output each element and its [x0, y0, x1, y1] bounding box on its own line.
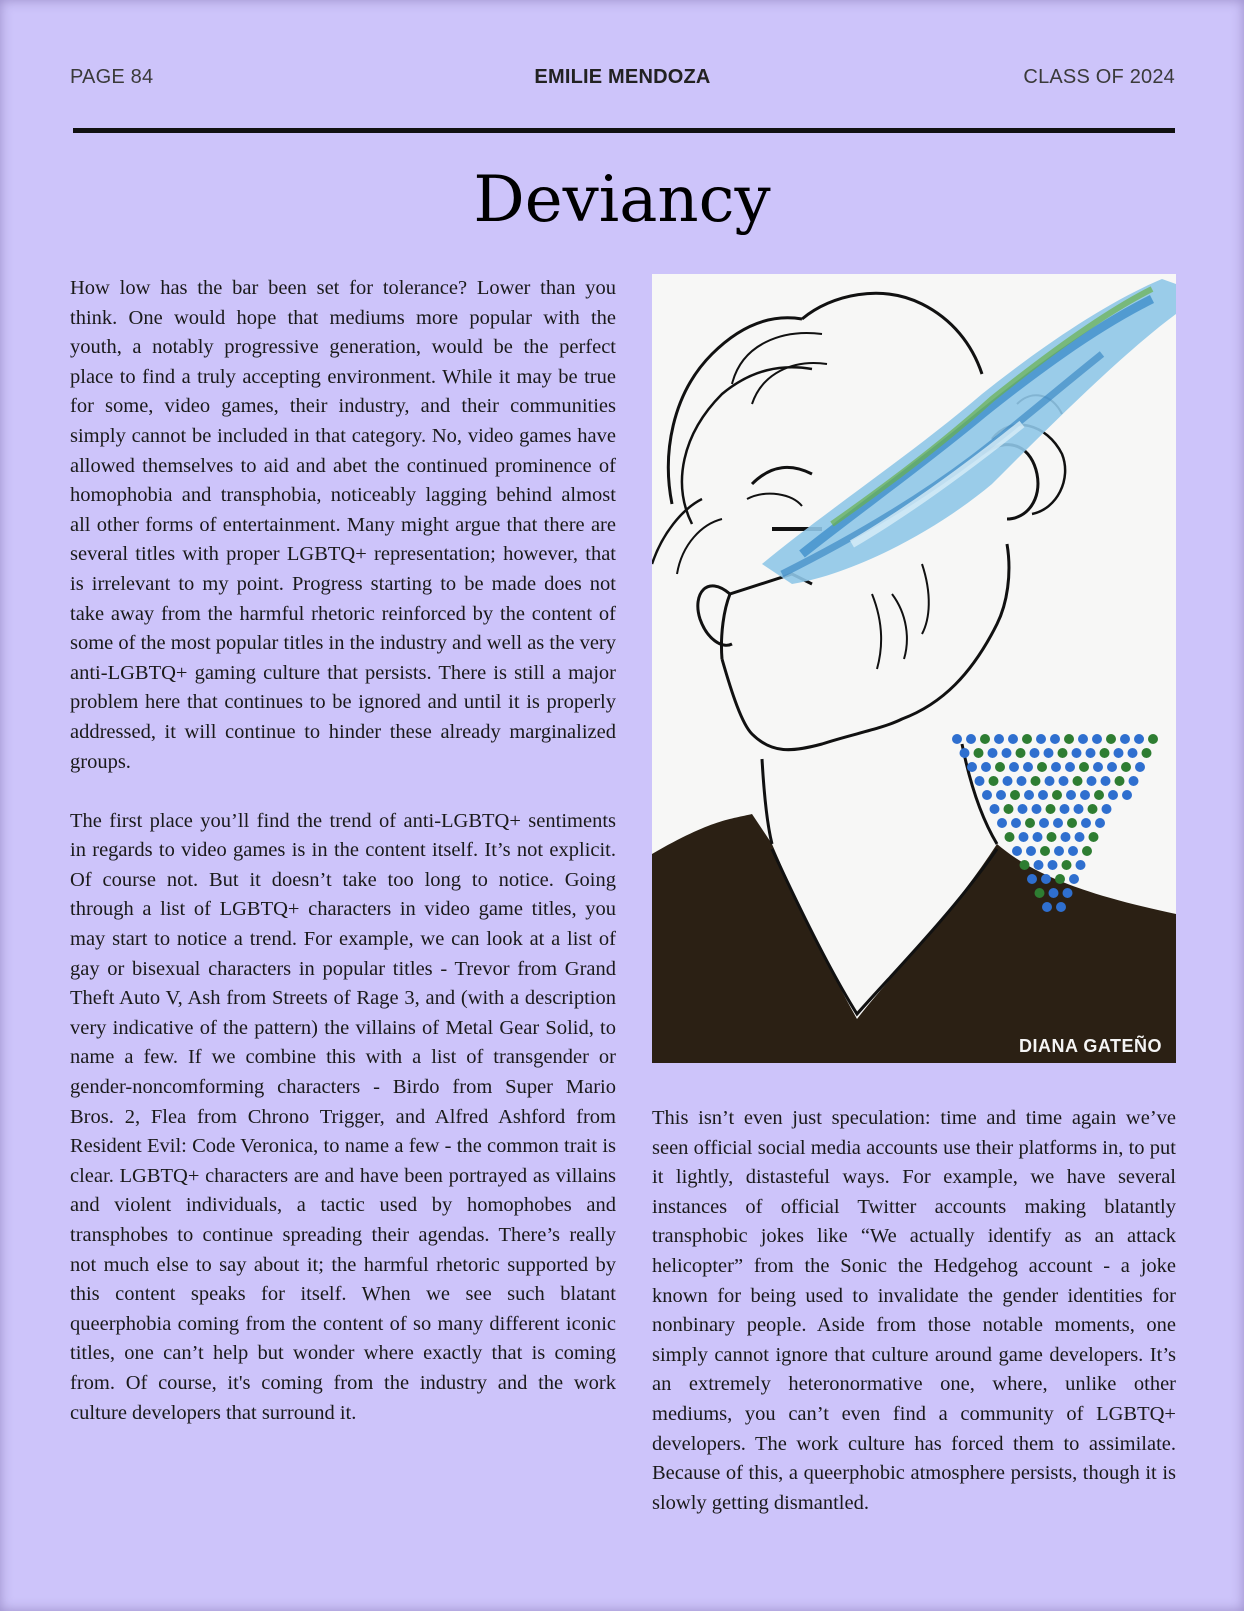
class-year: CLASS OF 2024 [1023, 66, 1175, 88]
pattern-dot [1066, 790, 1076, 800]
pattern-dot [1065, 762, 1075, 772]
pattern-dot [974, 748, 984, 758]
pattern-dot [1060, 804, 1070, 814]
pattern-dot [982, 790, 992, 800]
pattern-dot [1082, 846, 1092, 856]
pattern-dot [1002, 748, 1012, 758]
pattern-dot [1134, 734, 1144, 744]
pattern-dot [1005, 832, 1015, 842]
pattern-dot [1020, 860, 1030, 870]
page-header [70, 66, 1175, 92]
pattern-dot [1092, 734, 1102, 744]
pattern-dot [1032, 804, 1042, 814]
artwork-drawing [652, 274, 1176, 1063]
pattern-dot [1129, 776, 1139, 786]
pattern-dot [1052, 790, 1062, 800]
article-title: Deviancy [473, 163, 771, 237]
pattern-dot [1041, 874, 1051, 884]
pattern-dot [1010, 790, 1020, 800]
pattern-dot [1074, 804, 1084, 814]
pattern-dot [1073, 776, 1083, 786]
pattern-dot [1061, 832, 1071, 842]
pattern-dot [1107, 762, 1117, 772]
pattern-dot [1047, 832, 1057, 842]
pattern-dot [1101, 776, 1111, 786]
pattern-dot [1076, 860, 1086, 870]
pattern-dot [1040, 846, 1050, 856]
pattern-dot [1048, 860, 1058, 870]
pattern-dot [1102, 804, 1112, 814]
pattern-dot [1142, 748, 1152, 758]
article-paragraph-1: How low has the bar been set for tolerance? Lower than you think. One would hope that mediums more popular with the youth, a notably progressive generation, would be the perfect place to find a truly accepting environment. While it may be true for some, video games, their industry, and their communities simply cannot be included in that category. No, video games have allowed themselves to aid and abet the continued prominence of homophobia and transphobia, noticeably lagging behind almost all other forms of entertainment. Many might argue that there are several titles with proper LGBTQ+ representation; however, that is irrelevant to my point. Progress starting to be made does not take away from the harmful rhetoric reinforced by the content of some of the most popular titles in the industry and well as the very anti-LGBTQ+ gaming culture that persists. There is still a major problem here that continues to be ignored and until it is properly addressed, it will continue to hinder these already marginalized groups. [70, 277, 616, 773]
pattern-dot [1135, 762, 1145, 772]
pattern-dot [1039, 818, 1049, 828]
pattern-dot [1036, 734, 1046, 744]
pattern-dot [1038, 790, 1048, 800]
pattern-dot [1121, 762, 1131, 772]
pattern-dot [1034, 860, 1044, 870]
pattern-dot [1049, 888, 1059, 898]
pattern-dot [1128, 748, 1138, 758]
pattern-dot [1031, 776, 1041, 786]
artwork-credit: DIANA GATEÑO [1019, 1036, 1162, 1056]
pattern-dot [1106, 734, 1116, 744]
pattern-dot [1023, 762, 1033, 772]
pattern-dot [1003, 776, 1013, 786]
pattern-dot [1086, 748, 1096, 758]
pattern-dot [1019, 832, 1029, 842]
pattern-dot [1122, 790, 1132, 800]
pattern-dot [1067, 818, 1077, 828]
pattern-dot [1072, 748, 1082, 758]
pattern-dot [996, 790, 1006, 800]
pattern-dot [1148, 734, 1158, 744]
pattern-dot [1075, 832, 1085, 842]
pattern-dot [1063, 888, 1073, 898]
pattern-dot [1089, 832, 1099, 842]
pattern-dot [1114, 748, 1124, 758]
artwork-illustration [652, 274, 1176, 1063]
pattern-dot [994, 734, 1004, 744]
pattern-dot [1004, 804, 1014, 814]
pattern-dot [1055, 874, 1065, 884]
pattern-dot [952, 734, 962, 744]
pattern-dot [1008, 734, 1018, 744]
pattern-dot [975, 776, 985, 786]
pattern-dot [981, 762, 991, 772]
pattern-dot [1033, 832, 1043, 842]
pattern-dot [1080, 790, 1090, 800]
pattern-dot [1062, 860, 1072, 870]
pattern-dot [966, 734, 976, 744]
pattern-dot [995, 762, 1005, 772]
pattern-dot [1011, 818, 1021, 828]
pattern-dot [1053, 818, 1063, 828]
article-paragraph-3: This isn’t even just speculation: time and time again we’ve seen official social media accounts use their platforms in, to put it lightly, distasteful ways. For example, we have several instances of official Twitter accounts making blatantly transphobic jokes like “We actually identify as an attack helicopter” from the Sonic the Hedgehog account - a joke known for being used to invalidate the gender identities for nonbinary people. Aside from those notable moments, one simply cannot ignore that culture around game developers. It’s an extremely heteronormative one, where, unlike other mediums, you can’t even find a community of LGBTQ+ developers. The work culture has forced them to assimilate. Because of this, a queerphobic atmosphere persists, though it is slowly getting dismantled. [652, 1107, 1176, 1514]
pattern-dot [1037, 762, 1047, 772]
pattern-dot [980, 734, 990, 744]
pattern-dot [1054, 846, 1064, 856]
pattern-dot [1088, 804, 1098, 814]
pattern-dot [1050, 734, 1060, 744]
pattern-dot [1068, 846, 1078, 856]
pattern-dot [1069, 874, 1079, 884]
pattern-dot [1120, 734, 1130, 744]
pattern-dot [1108, 790, 1118, 800]
pattern-dot [1027, 874, 1037, 884]
pattern-dot [1115, 776, 1125, 786]
pattern-dot [1042, 902, 1052, 912]
pattern-dot [1079, 762, 1089, 772]
pattern-dot [1045, 776, 1055, 786]
article-left-column [70, 274, 616, 1428]
pattern-dot [1046, 804, 1056, 814]
pattern-dot [1026, 846, 1036, 856]
pattern-dot [1056, 902, 1066, 912]
pattern-dot [1018, 804, 1028, 814]
pattern-dot [1064, 734, 1074, 744]
pattern-dot [1044, 748, 1054, 758]
pattern-dot [1094, 790, 1104, 800]
pattern-dot [1059, 776, 1069, 786]
pattern-dot [960, 748, 970, 758]
pattern-dot [1051, 762, 1061, 772]
pattern-dot [1009, 762, 1019, 772]
pattern-dot [1024, 790, 1034, 800]
pattern-dot [1093, 762, 1103, 772]
pattern-dot [1025, 818, 1035, 828]
header-divider [73, 128, 1175, 133]
pattern-dot [1087, 776, 1097, 786]
pattern-dot [1058, 748, 1068, 758]
pattern-dot [1095, 818, 1105, 828]
author-name: EMILIE MENDOZA [534, 66, 711, 88]
pattern-dot [1078, 734, 1088, 744]
pattern-dot [967, 762, 977, 772]
pattern-dot [1030, 748, 1040, 758]
page-number: PAGE 84 [70, 66, 154, 88]
pattern-dot [1016, 748, 1026, 758]
pattern-dot [1100, 748, 1110, 758]
pattern-dot [989, 776, 999, 786]
pattern-dot [1081, 818, 1091, 828]
article-right-column [652, 1104, 1176, 1518]
pattern-dot [990, 804, 1000, 814]
pattern-dot [1017, 776, 1027, 786]
pattern-dot [1012, 846, 1022, 856]
pattern-dot [1022, 734, 1032, 744]
pattern-dot [1035, 888, 1045, 898]
pattern-dot [997, 818, 1007, 828]
pattern-dot [988, 748, 998, 758]
article-paragraph-2: The first place you’ll find the trend of anti-LGBTQ+ sentiments in regards to video games is in the content itself. It’s not explicit. Of course not. But it doesn’t take too long to notice. Going through a list of LGBTQ+ characters in video game titles, you may start to notice a trend. For example, we can look at a list of gay or bisexual characters in popular titles - Trevor from Grand Theft Auto V, Ash from Streets of Rage 3, and (with a description very indicative of the pattern) the villains of Metal Gear Solid, to name a few. If we combine this with a list of transgender or gender-noncomforming characters - Birdo from Super Mario Bros. 2, Flea from Chrono Trigger, and Alfred Ashford from Resident Evil: Code Veronica, to name a few - the common trait is clear. LGBTQ+ characters are and have been portrayed as villains and violent individuals, a tactic used by homophobes and transphobes to continue spreading their agendas. There’s really not much else to say about it; the harmful rhetoric supported by this content speaks for itself. When we see such blatant queerphobia coming from the content of so many different iconic titles, one can’t help but wonder where exactly that is coming from. Of course, it's coming from the industry and the work culture developers that surround it. [70, 809, 616, 1424]
